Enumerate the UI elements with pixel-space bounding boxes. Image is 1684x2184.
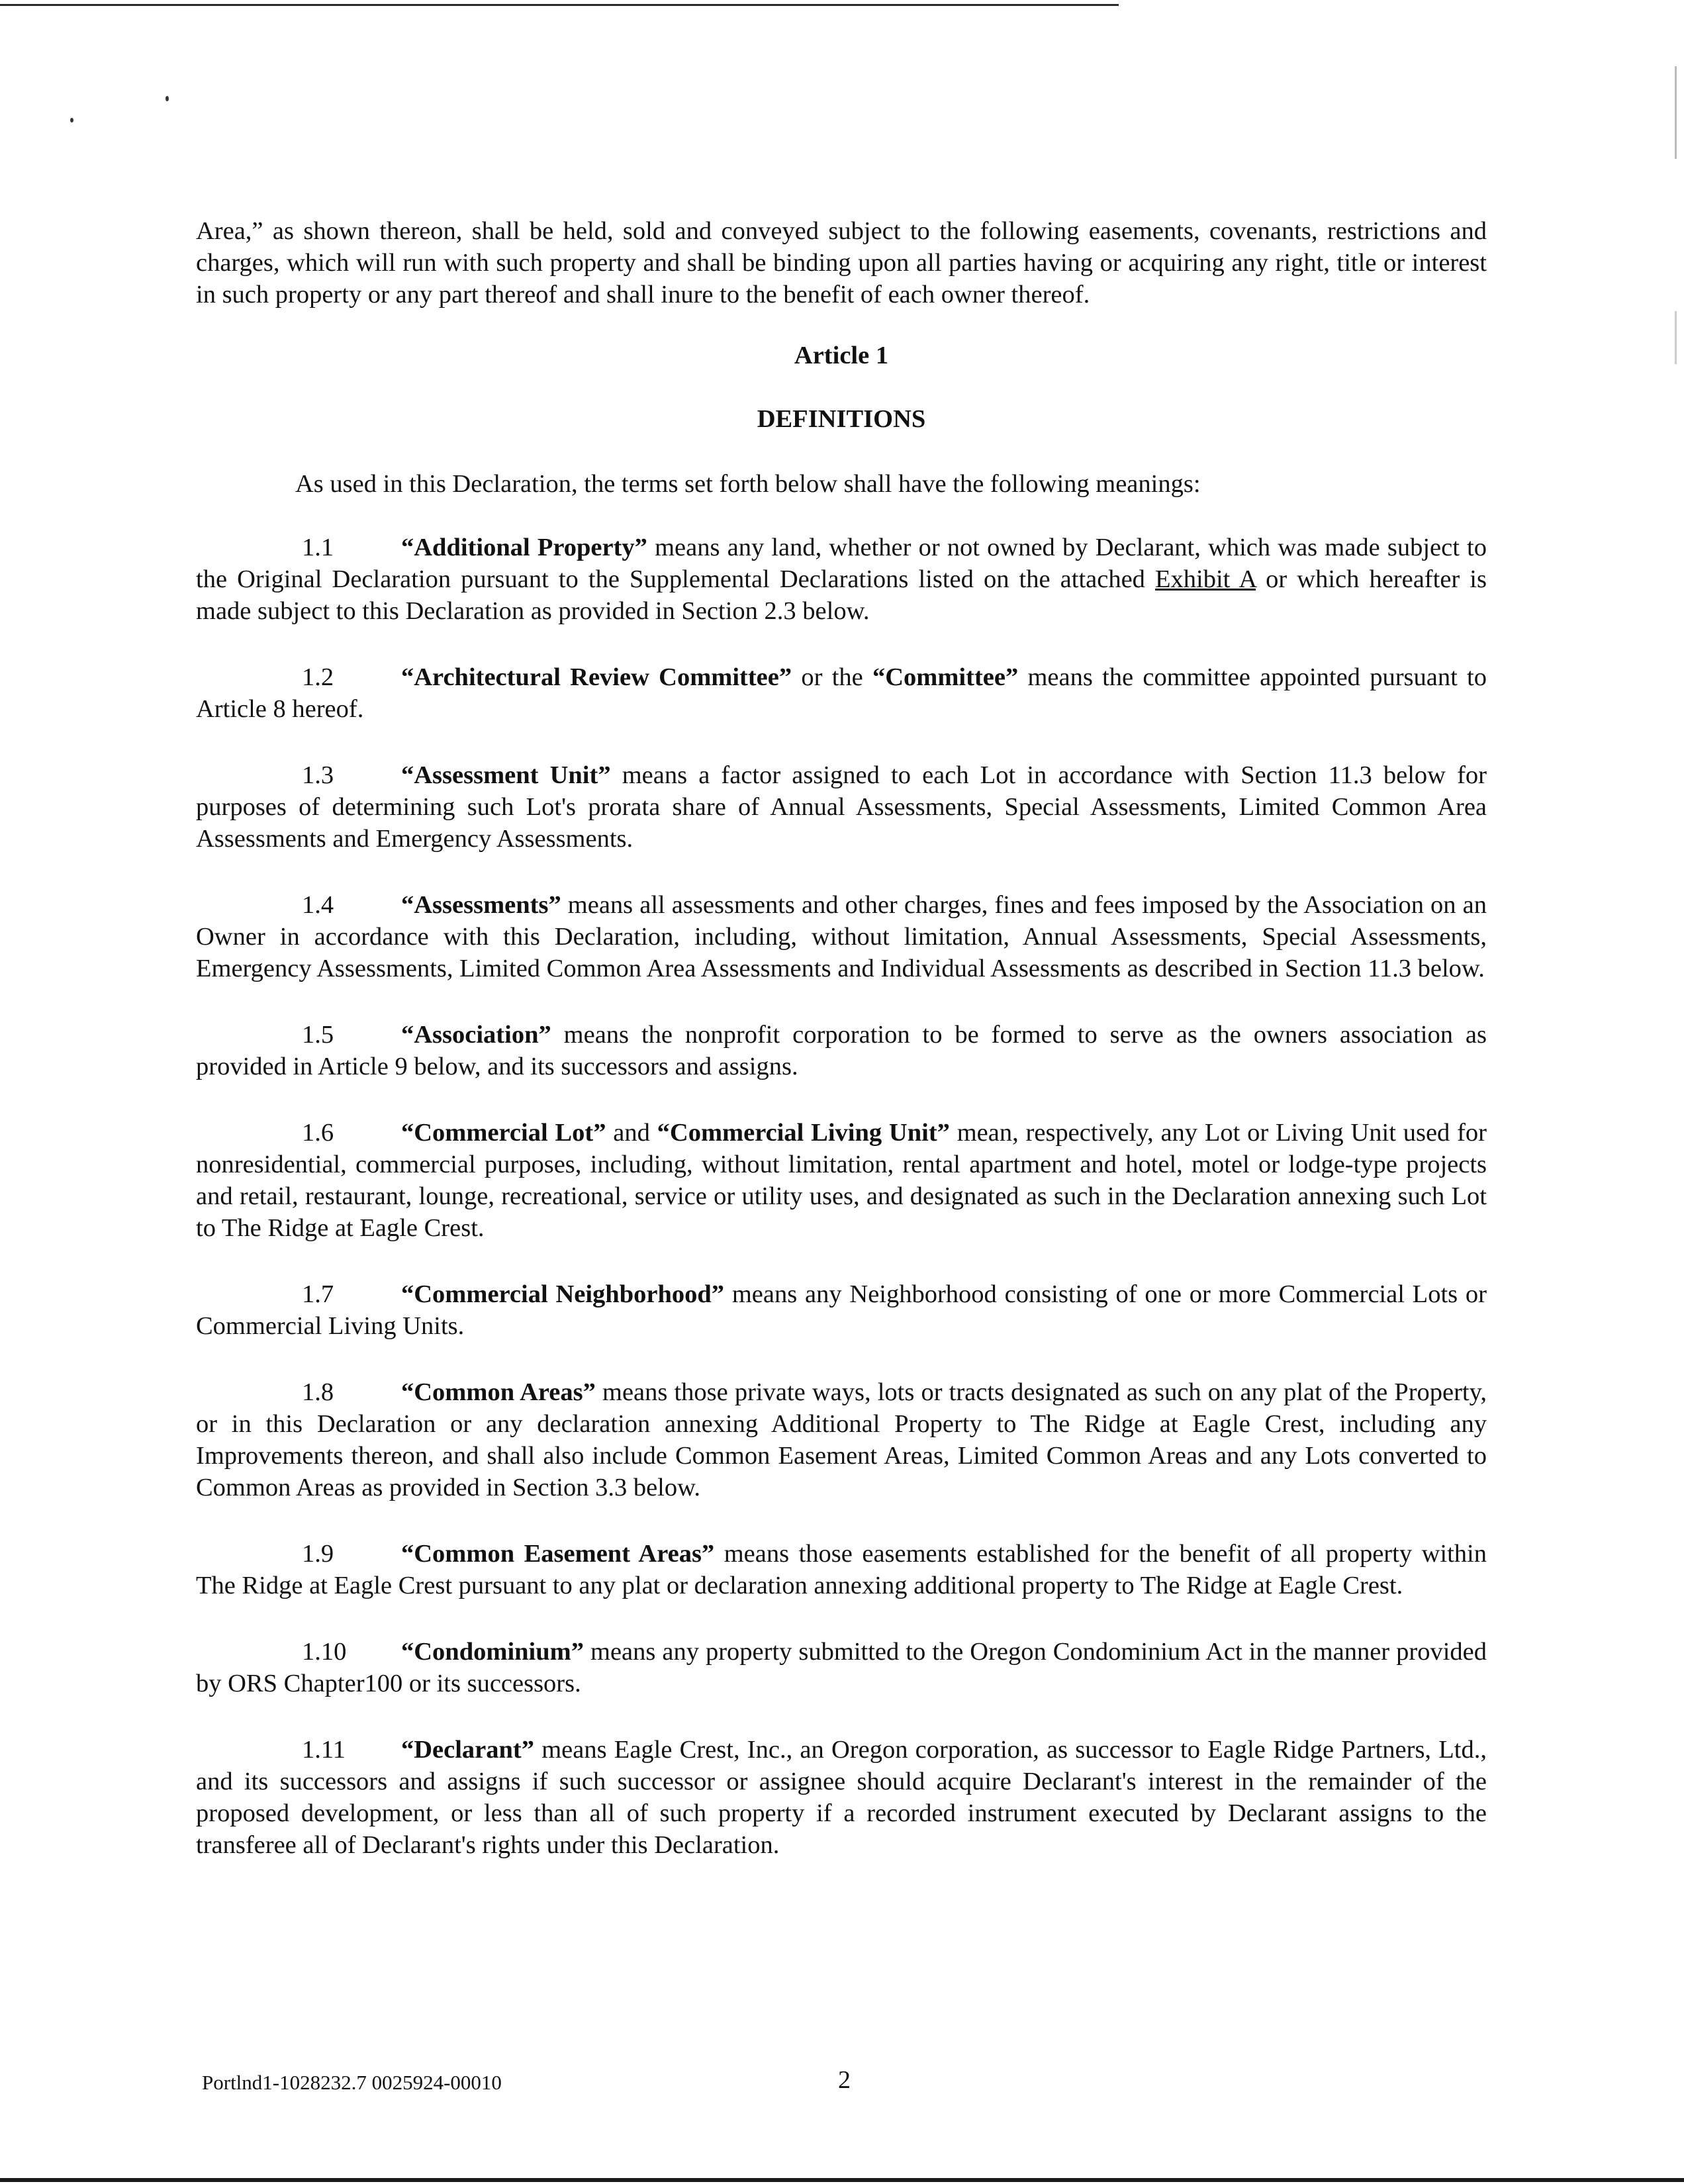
- intro-paragraph: Area,” as shown thereon, shall be held, sold and conveyed subject to the following easements, covenants, restrictions and charges, which will run with such property and shall be binding upon all parties having or acquiring any right, title or interest in such property or any part thereof and shall inure to the benefit of each owner thereof.: [196, 217, 1487, 309]
- definition-term-alt: “Commercial Living Unit”: [657, 1119, 950, 1147]
- definition-text: means those private ways, lots or tracts designated as such on any plat of the Property, or in this Declaration or any declaration annexing Additional Property to The Ridge at Eagle Crest, including any Improvements thereon, and shall also include Common Easement Areas, Limited Common Areas and any Lots converted to Common Areas as provided in Section 3.3 below.: [196, 1378, 1487, 1501]
- definition-text: means any Neighborhood consisting of one or more Commercial Lots or Commercial Living Units.: [196, 1280, 1487, 1340]
- definition-text: means any land, whether or not owned by Declarant, which was made subject to the Original Declaration pursuant to the Supplemental Declarations listed on the attached: [196, 534, 1487, 593]
- definition-term: “Commercial Lot”: [401, 1119, 606, 1147]
- definition-number: 1.9: [302, 1540, 334, 1568]
- definition-term: “Assessment Unit”: [401, 761, 611, 789]
- definition-number: 1.4: [302, 891, 334, 919]
- definition-1-4: [196, 889, 1487, 984]
- definition-text-continued: or which hereafter is made subject to this Declaration as provided in Section 2.3 below.: [196, 565, 1487, 625]
- footer-document-id: Portlnd1-1028232.7 0025924-00010: [202, 2071, 502, 2094]
- definition-number: 1.6: [302, 1119, 334, 1147]
- definition-term: “Common Areas”: [401, 1378, 596, 1406]
- definition-number: 1.2: [302, 663, 334, 691]
- definition-term: “Association”: [401, 1021, 551, 1049]
- definition-1-3: [196, 759, 1487, 855]
- definition-number: 1.10: [302, 1638, 347, 1666]
- section-heading: DEFINITIONS: [757, 405, 926, 433]
- definition-term: “Condominium”: [401, 1638, 584, 1666]
- definition-text: means the committee appointed pursuant to Article 8 hereof.: [196, 663, 1487, 723]
- definition-text: means the nonprofit corporation to be formed to serve as the owners association as provided in Article 9 below, and its successors and assigns.: [196, 1021, 1487, 1080]
- definition-number: 1.8: [302, 1378, 334, 1406]
- scan-speck: [70, 118, 73, 122]
- definition-term: “Commercial Neighborhood”: [401, 1280, 725, 1308]
- scan-top-edge: [0, 4, 1119, 6]
- page-number: 2: [838, 2066, 851, 2094]
- lead-paragraph: As used in this Declaration, the terms set forth below shall have the following meanings:: [295, 470, 1201, 498]
- definition-term: “Architectural Review Committee”: [401, 663, 792, 691]
- exhibit-a-link[interactable]: Exhibit A: [1155, 565, 1256, 593]
- definition-1-2: [196, 661, 1487, 725]
- scan-right-edge: [1675, 66, 1677, 159]
- definition-1-6: [196, 1117, 1487, 1244]
- definition-1-11: [196, 1734, 1487, 1861]
- definition-1-1: [196, 532, 1487, 627]
- definition-number: 1.3: [302, 761, 334, 789]
- definition-text: means Eagle Crest, Inc., an Oregon corporation, as successor to Eagle Ridge Partners, Ltd., and its successors and assigns if such successor or assignee should acquire Declarant's interest in the remainder of the proposed development, or less than all of such property if a recorded instrument executed by Declarant assigns to the transferee all of Declarant's rights under this Declaration.: [196, 1736, 1487, 1859]
- definition-1-8: [196, 1376, 1487, 1503]
- definition-term-alt: “Committee”: [872, 663, 1019, 691]
- definition-1-5: [196, 1019, 1487, 1082]
- definition-connector: or the: [792, 663, 872, 691]
- scan-right-edge-lower: [1675, 311, 1677, 364]
- definition-number: 1.1: [302, 534, 334, 561]
- definition-connector: and: [606, 1119, 657, 1147]
- definition-text: means all assessments and other charges, fines and fees imposed by the Association on an Owner in accordance with this Declaration, including, without limitation, Annual Assessments, Special Assessments, Emergency Assessments, Limited Common Area Assessments and Individual Assessments as described in Section 11.3 below.: [196, 891, 1487, 982]
- definition-1-9: [196, 1538, 1487, 1601]
- definition-text: means any property submitted to the Oregon Condominium Act in the manner provided by ORS Chapter100 or its successors.: [196, 1638, 1487, 1697]
- definition-term: “Assessments”: [401, 891, 561, 919]
- definition-text: means those easements established for the benefit of all property within The Ridge at Eagle Crest pursuant to any plat or declaration annexing additional property to The Ridge at Eagle Crest.: [196, 1540, 1487, 1599]
- article-heading: Article 1: [794, 342, 889, 369]
- definition-text: mean, respectively, any Lot or Living Unit used for nonresidential, commercial purposes, including, without limitation, rental apartment and hotel, motel or lodge-type projects and retail, restaurant, lounge, recreational, service or utility uses, and designated as such in the Declaration annexing such Lot to The Ridge at Eagle Crest.: [196, 1119, 1487, 1242]
- definition-number: 1.5: [302, 1021, 334, 1049]
- document-body: [196, 215, 1487, 1895]
- definition-term: “Declarant”: [401, 1736, 534, 1764]
- definition-1-7: [196, 1278, 1487, 1342]
- definition-text: means a factor assigned to each Lot in accordance with Section 11.3 below for purposes of determining such Lot's prorata share of Annual Assessments, Special Assessments, Limited Common Area Assessments and Emergency Assessments.: [196, 761, 1487, 853]
- scan-speck: [165, 96, 169, 101]
- definition-number: 1.7: [302, 1280, 334, 1308]
- definition-number: 1.11: [302, 1736, 346, 1764]
- definition-term: “Additional Property”: [401, 534, 647, 561]
- definition-term: “Common Easement Areas”: [401, 1540, 715, 1568]
- definition-1-10: [196, 1636, 1487, 1699]
- scan-bottom-edge: [0, 2178, 1684, 2182]
